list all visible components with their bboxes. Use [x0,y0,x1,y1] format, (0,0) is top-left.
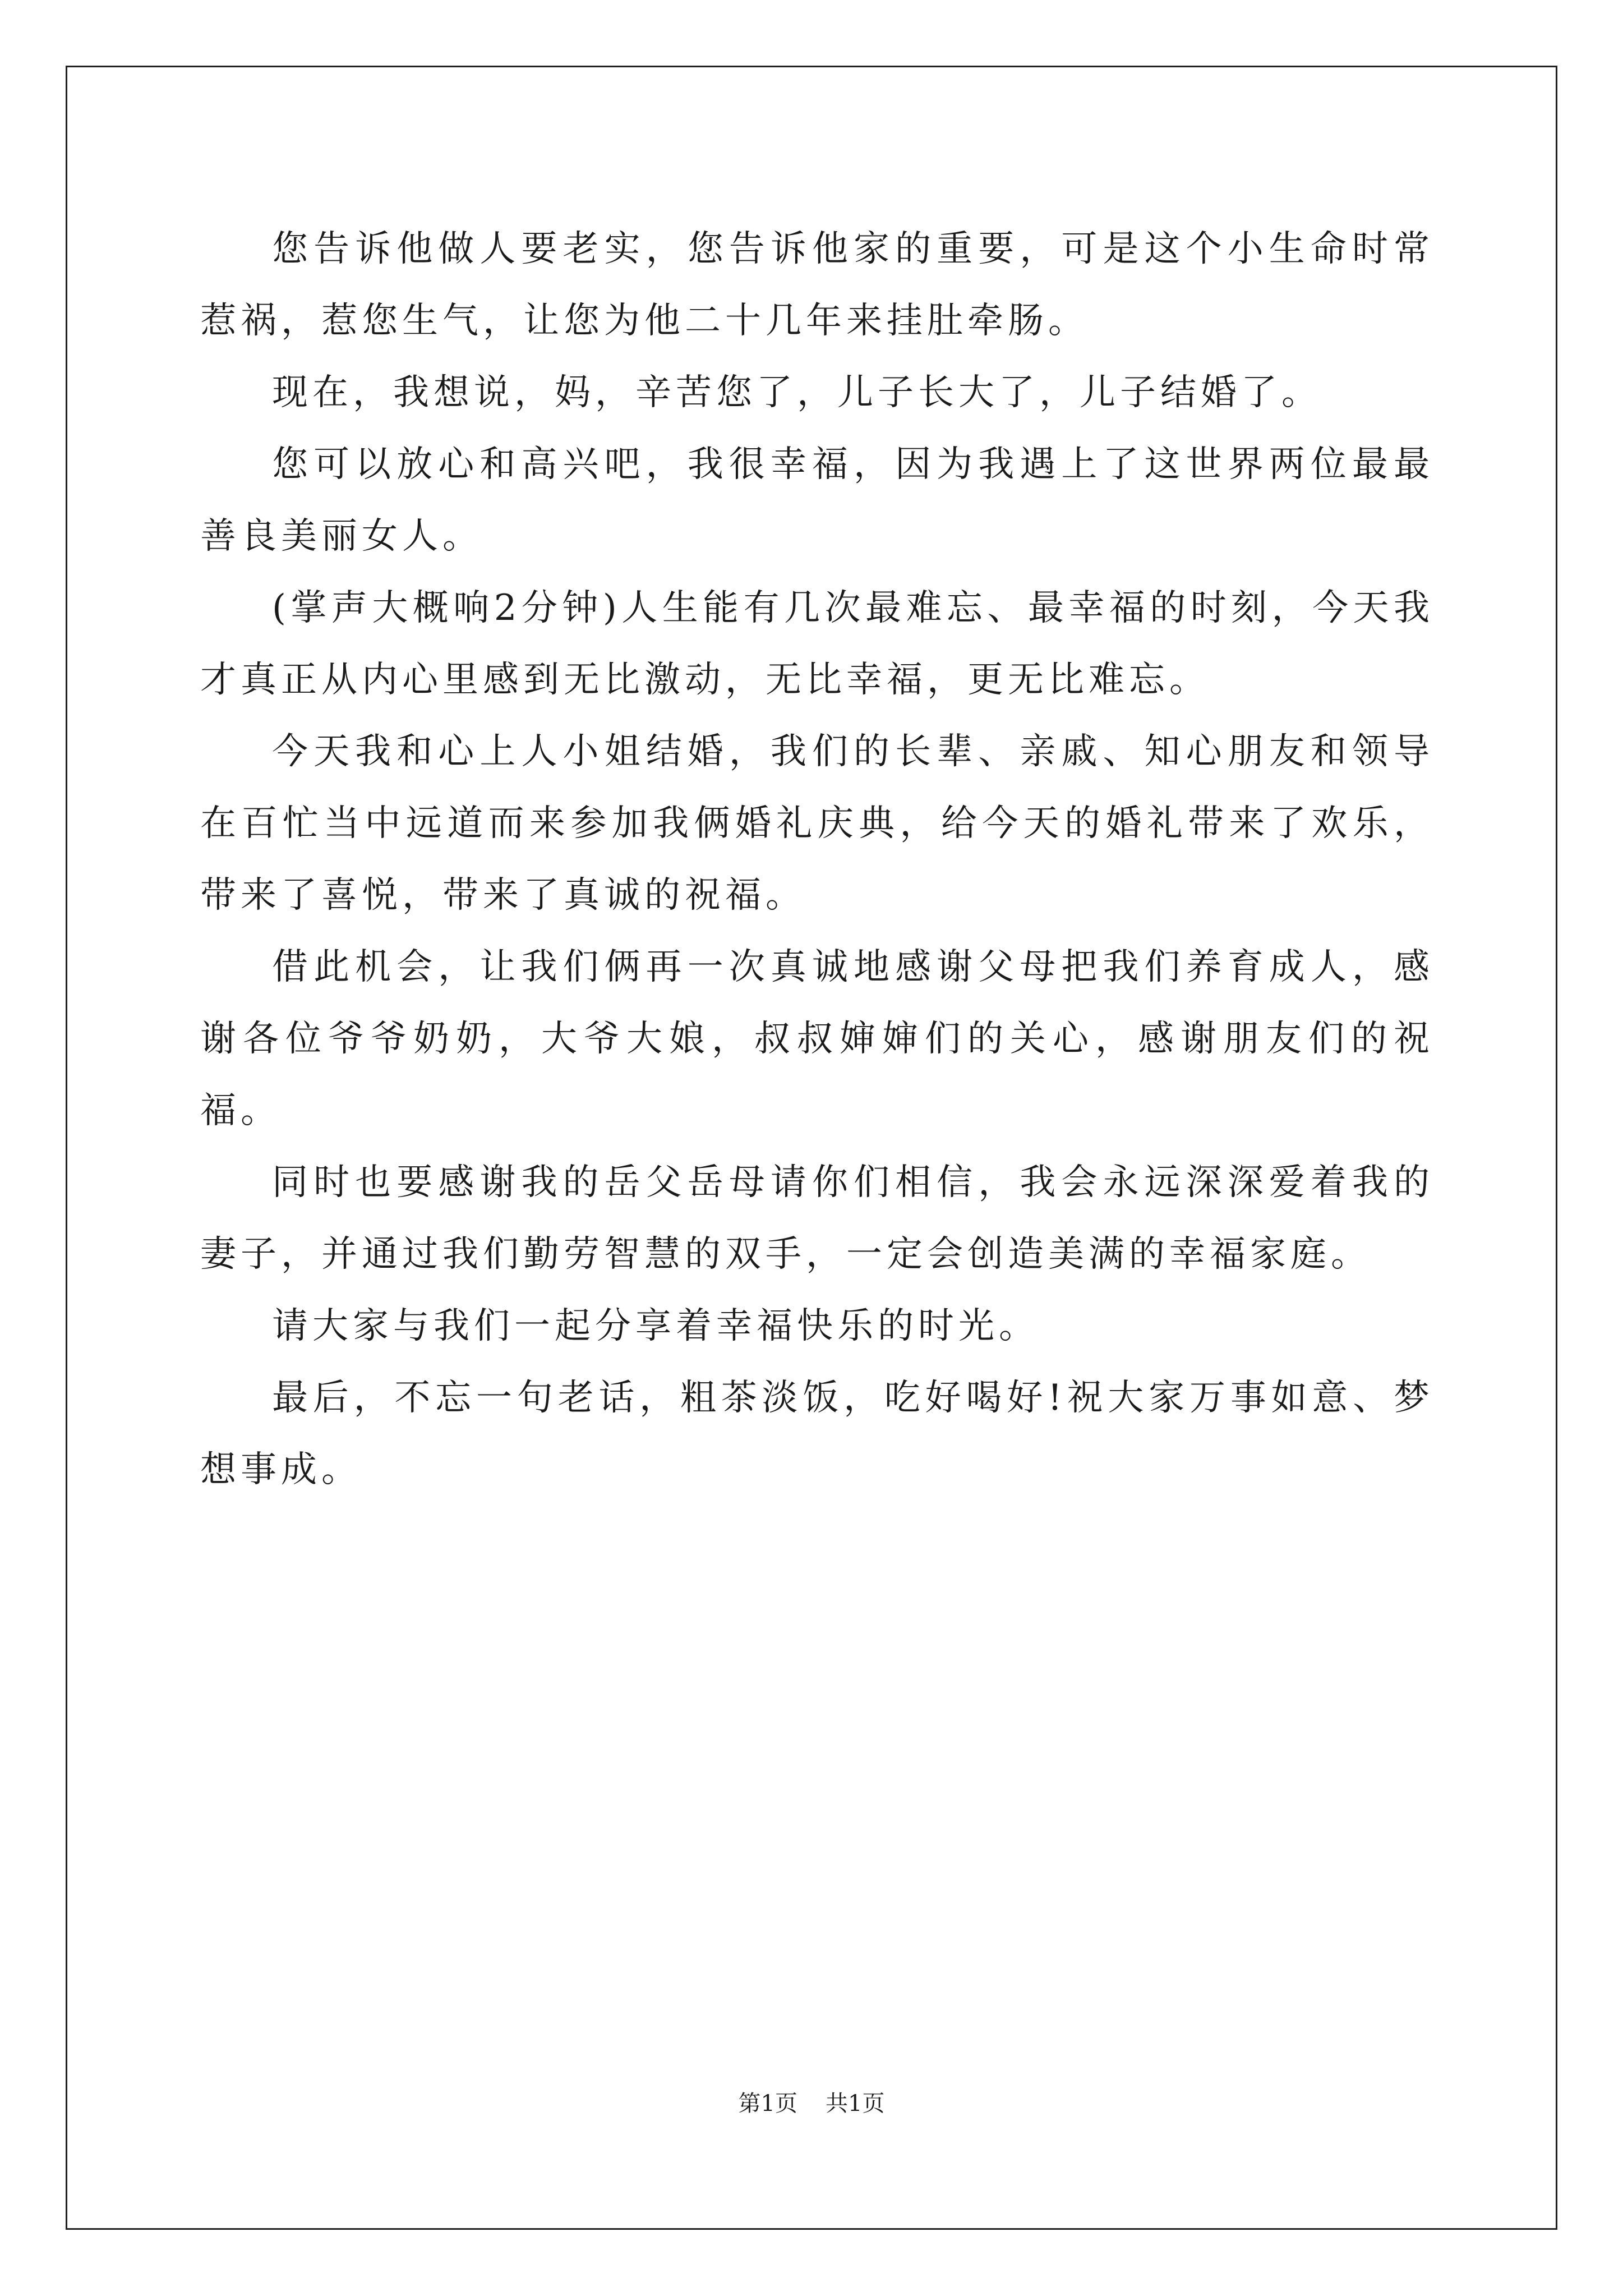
document-body [200,213,1434,1506]
paragraph: 最后，不忘一句老话，粗茶淡饭，吃好喝好!祝大家万事如意、梦想事成。 [200,1377,1434,1490]
paragraph: 现在，我想说，妈，辛苦您了，儿子长大了，儿子结婚了。 [272,372,1322,413]
page-total: 共1页 [826,2091,885,2116]
paragraph: 您告诉他做人要老实，您告诉他家的重要，可是这个小生命时常惹祸，惹您生气，让您为他二十几年来挂肚牵肠。 [200,228,1434,342]
paragraph: 今天我和心上人小姐结婚，我们的长辈、亲戚、知心朋友和领导在百忙当中远道而来参加我俩婚礼庆典，给今天的婚礼带来了欢乐，带来了喜悦，带来了真诚的祝福。 [200,731,1434,916]
paragraph: 请大家与我们一起分享着幸福快乐的时光。 [272,1305,1039,1347]
paragraph: 借此机会，让我们俩再一次真诚地感谢父母把我们养育成人，感谢各位爷爷奶奶，大爷大娘，叔叔婶婶们的关心，感谢朋友们的祝福。 [200,946,1434,1131]
page-footer [0,2087,1623,2120]
paragraph: 同时也要感谢我的岳父岳母请你们相信，我会永远深深爱着我的妻子，并通过我们勤劳智慧的双手，一定会创造美满的幸福家庭。 [200,1162,1434,1275]
page-number: 第1页 [738,2091,797,2116]
paragraph: 您可以放心和高兴吧，我很幸福，因为我遇上了这世界两位最最善良美丽女人。 [200,444,1434,557]
paragraph: (掌声大概响2分钟)人生能有几次最难忘、最幸福的时刻，今天我才真正从内心里感到无比激动，无比幸福，更无比难忘。 [200,587,1434,701]
